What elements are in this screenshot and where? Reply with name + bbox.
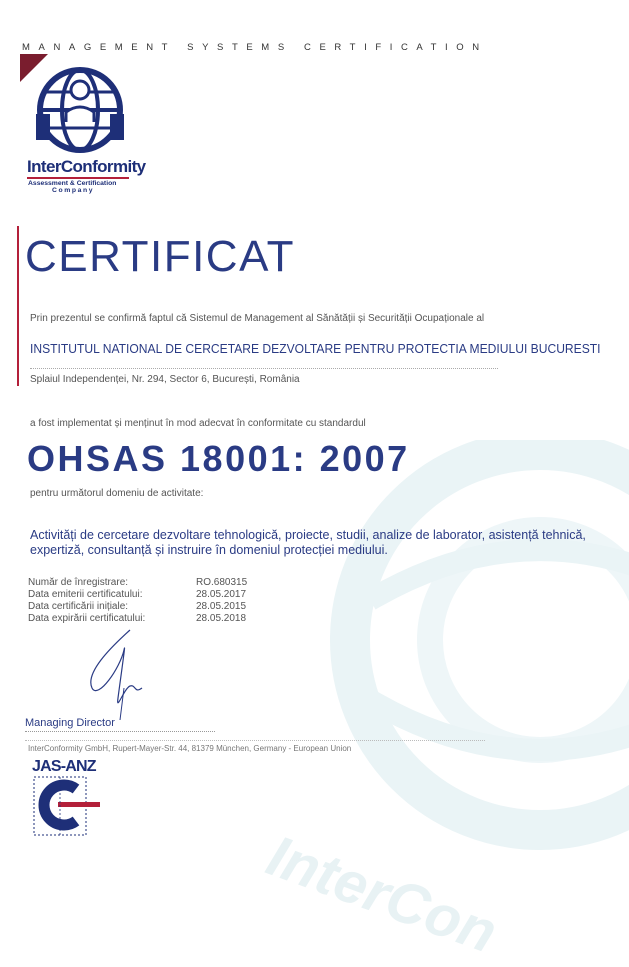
watermark-brand-text: InterCon xyxy=(258,822,506,966)
intro-text: Prin prezentul se confirmă faptul că Sistemul de Management al Sănătății și Securității Ocupaționale al xyxy=(30,313,485,324)
detail-label: Data expirării certificatului: xyxy=(28,613,146,624)
detail-label: Număr de înregistrare: xyxy=(28,577,129,588)
footer-address: InterConformity GmbH, Rupert-Mayer-Str. 44, 81379 München, Germany - European Union xyxy=(28,744,352,753)
detail-value: RO.680315 xyxy=(196,577,248,588)
detail-label: Data emiterii certificatului: xyxy=(28,589,143,600)
detail-row xyxy=(28,601,247,613)
watermark-globe-graphic xyxy=(330,440,629,910)
certification-band: MANAGEMENT SYSTEMS CERTIFICATION xyxy=(22,42,488,53)
certificate-title: CERTIFICAT xyxy=(25,232,296,281)
footer-separator xyxy=(25,740,485,741)
brand-tagline-company: Company xyxy=(52,187,95,194)
detail-value: 28.05.2015 xyxy=(196,601,247,612)
jas-anz-accreditation-icon xyxy=(32,775,100,843)
interconformity-globe-logo xyxy=(32,62,128,158)
standard-name: OHSAS 18001: 2007 xyxy=(27,438,410,479)
brand-underline xyxy=(27,177,129,179)
signatory-title: Managing Director xyxy=(25,717,115,729)
detail-row xyxy=(28,613,247,625)
domain-intro: pentru următorul domeniu de activitate: xyxy=(30,488,204,499)
scope-text: Activități de cercetare dezvoltare tehnologică, proiecte, studii, analize de laborator, asistență tehnică, expertiză, consultanță și instruire în domeniul protecției mediului. xyxy=(30,528,586,557)
accent-vertical-line xyxy=(17,226,19,386)
detail-row xyxy=(28,589,247,601)
certificate-details xyxy=(28,577,247,625)
accreditation-name: JAS-ANZ xyxy=(32,758,96,775)
detail-value: 28.05.2018 xyxy=(196,613,247,624)
detail-row xyxy=(28,577,247,589)
brand-tagline: Assessment & Certification xyxy=(28,180,117,187)
organization-address: Splaiul Independenței, Nr. 294, Sector 6, București, România xyxy=(30,374,300,385)
detail-label: Data certificării inițiale: xyxy=(28,601,129,612)
implemented-statement: a fost implementat și menținut în mod adecvat în conformitate cu standardul xyxy=(30,418,366,429)
organization-name: INSTITUTUL NATIONAL DE CERCETARE DEZVOLTARE PENTRU PROTECTIA MEDIULUI BUCURESTI xyxy=(30,341,601,356)
brand-name: InterConformity xyxy=(27,157,146,176)
detail-value: 28.05.2017 xyxy=(196,589,247,600)
signature xyxy=(80,628,160,723)
separator xyxy=(30,368,498,369)
signature-line xyxy=(25,731,215,732)
